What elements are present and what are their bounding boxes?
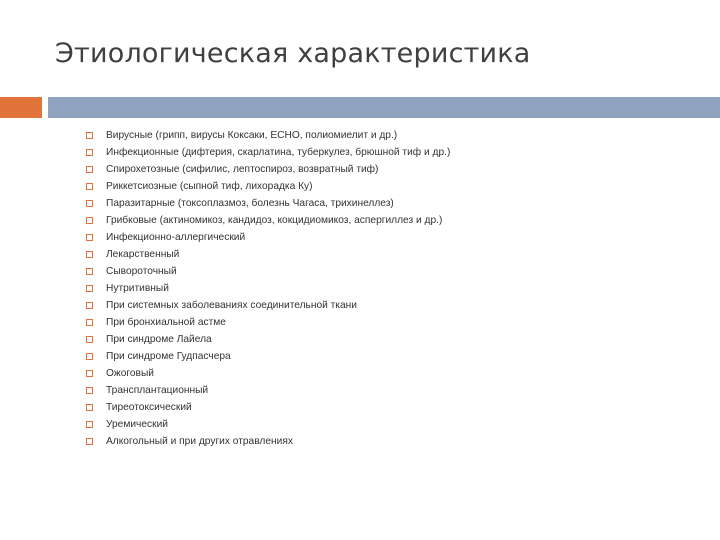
header-divider-bar bbox=[48, 97, 720, 118]
list-item-label: Паразитарные (токсоплазмоз, болезнь Чагаса, трихинеллез) bbox=[106, 198, 394, 209]
list-item bbox=[86, 195, 450, 212]
list-item bbox=[86, 127, 450, 144]
list-item-label: Тиреотоксический bbox=[106, 402, 192, 413]
list-item bbox=[86, 161, 450, 178]
square-bullet-icon bbox=[86, 370, 93, 377]
list-item-label: При бронхиальной астме bbox=[106, 317, 226, 328]
list-item bbox=[86, 263, 450, 280]
square-bullet-icon bbox=[86, 438, 93, 445]
list-item-label: Алкогольный и при других отравлениях bbox=[106, 436, 293, 447]
list-item bbox=[86, 382, 450, 399]
list-item bbox=[86, 314, 450, 331]
list-item bbox=[86, 433, 450, 450]
slide-title: Этиологическая характеристика bbox=[55, 38, 531, 69]
square-bullet-icon bbox=[86, 200, 93, 207]
square-bullet-icon bbox=[86, 285, 93, 292]
square-bullet-icon bbox=[86, 336, 93, 343]
list-item-label: Уремический bbox=[106, 419, 168, 430]
square-bullet-icon bbox=[86, 268, 93, 275]
list-item-label: Трансплантационный bbox=[106, 385, 209, 396]
list-item-label: Ожоговый bbox=[106, 368, 154, 379]
list-item-label: Спирохетозные (сифилис, лептоспироз, возвратный тиф) bbox=[106, 164, 379, 175]
list-item bbox=[86, 229, 450, 246]
list-item bbox=[86, 297, 450, 314]
list-item-label: При синдроме Лайела bbox=[106, 334, 212, 345]
list-item bbox=[86, 399, 450, 416]
square-bullet-icon bbox=[86, 183, 93, 190]
list-item-label: Инфекционно-аллергический bbox=[106, 232, 246, 243]
list-item-label: Инфекционные (дифтерия, скарлатина, туберкулез, брюшной тиф и др.) bbox=[106, 147, 451, 158]
list-item-label: При системных заболеваниях соединительной ткани bbox=[106, 300, 357, 311]
square-bullet-icon bbox=[86, 132, 93, 139]
square-bullet-icon bbox=[86, 149, 93, 156]
list-item-label: Лекарственный bbox=[106, 249, 180, 260]
list-item bbox=[86, 246, 450, 263]
square-bullet-icon bbox=[86, 404, 93, 411]
square-bullet-icon bbox=[86, 234, 93, 241]
list-item-label: Нутритивный bbox=[106, 283, 169, 294]
list-item bbox=[86, 212, 450, 229]
square-bullet-icon bbox=[86, 251, 93, 258]
square-bullet-icon bbox=[86, 319, 93, 326]
accent-block bbox=[0, 97, 42, 118]
list-item bbox=[86, 348, 450, 365]
list-item-label: Вирусные (грипп, вирусы Коксаки, ЕСНО, полиомиелит и др.) bbox=[106, 130, 398, 141]
list-item-label: Сывороточный bbox=[106, 266, 177, 277]
etiology-list bbox=[86, 127, 450, 450]
square-bullet-icon bbox=[86, 421, 93, 428]
list-item-label: При синдроме Гудпасчера bbox=[106, 351, 231, 362]
list-item bbox=[86, 280, 450, 297]
list-item-label: Грибковые (актиномикоз, кандидоз, кокцидиомикоз, аспергиллез и др.) bbox=[106, 215, 443, 226]
square-bullet-icon bbox=[86, 302, 93, 309]
list-item bbox=[86, 331, 450, 348]
square-bullet-icon bbox=[86, 353, 93, 360]
list-item bbox=[86, 144, 450, 161]
square-bullet-icon bbox=[86, 387, 93, 394]
list-item bbox=[86, 416, 450, 433]
square-bullet-icon bbox=[86, 166, 93, 173]
list-item-label: Риккетсиозные (сыпной тиф, лихорадка Ку) bbox=[106, 181, 313, 192]
list-item bbox=[86, 365, 450, 382]
list-item bbox=[86, 178, 450, 195]
square-bullet-icon bbox=[86, 217, 93, 224]
